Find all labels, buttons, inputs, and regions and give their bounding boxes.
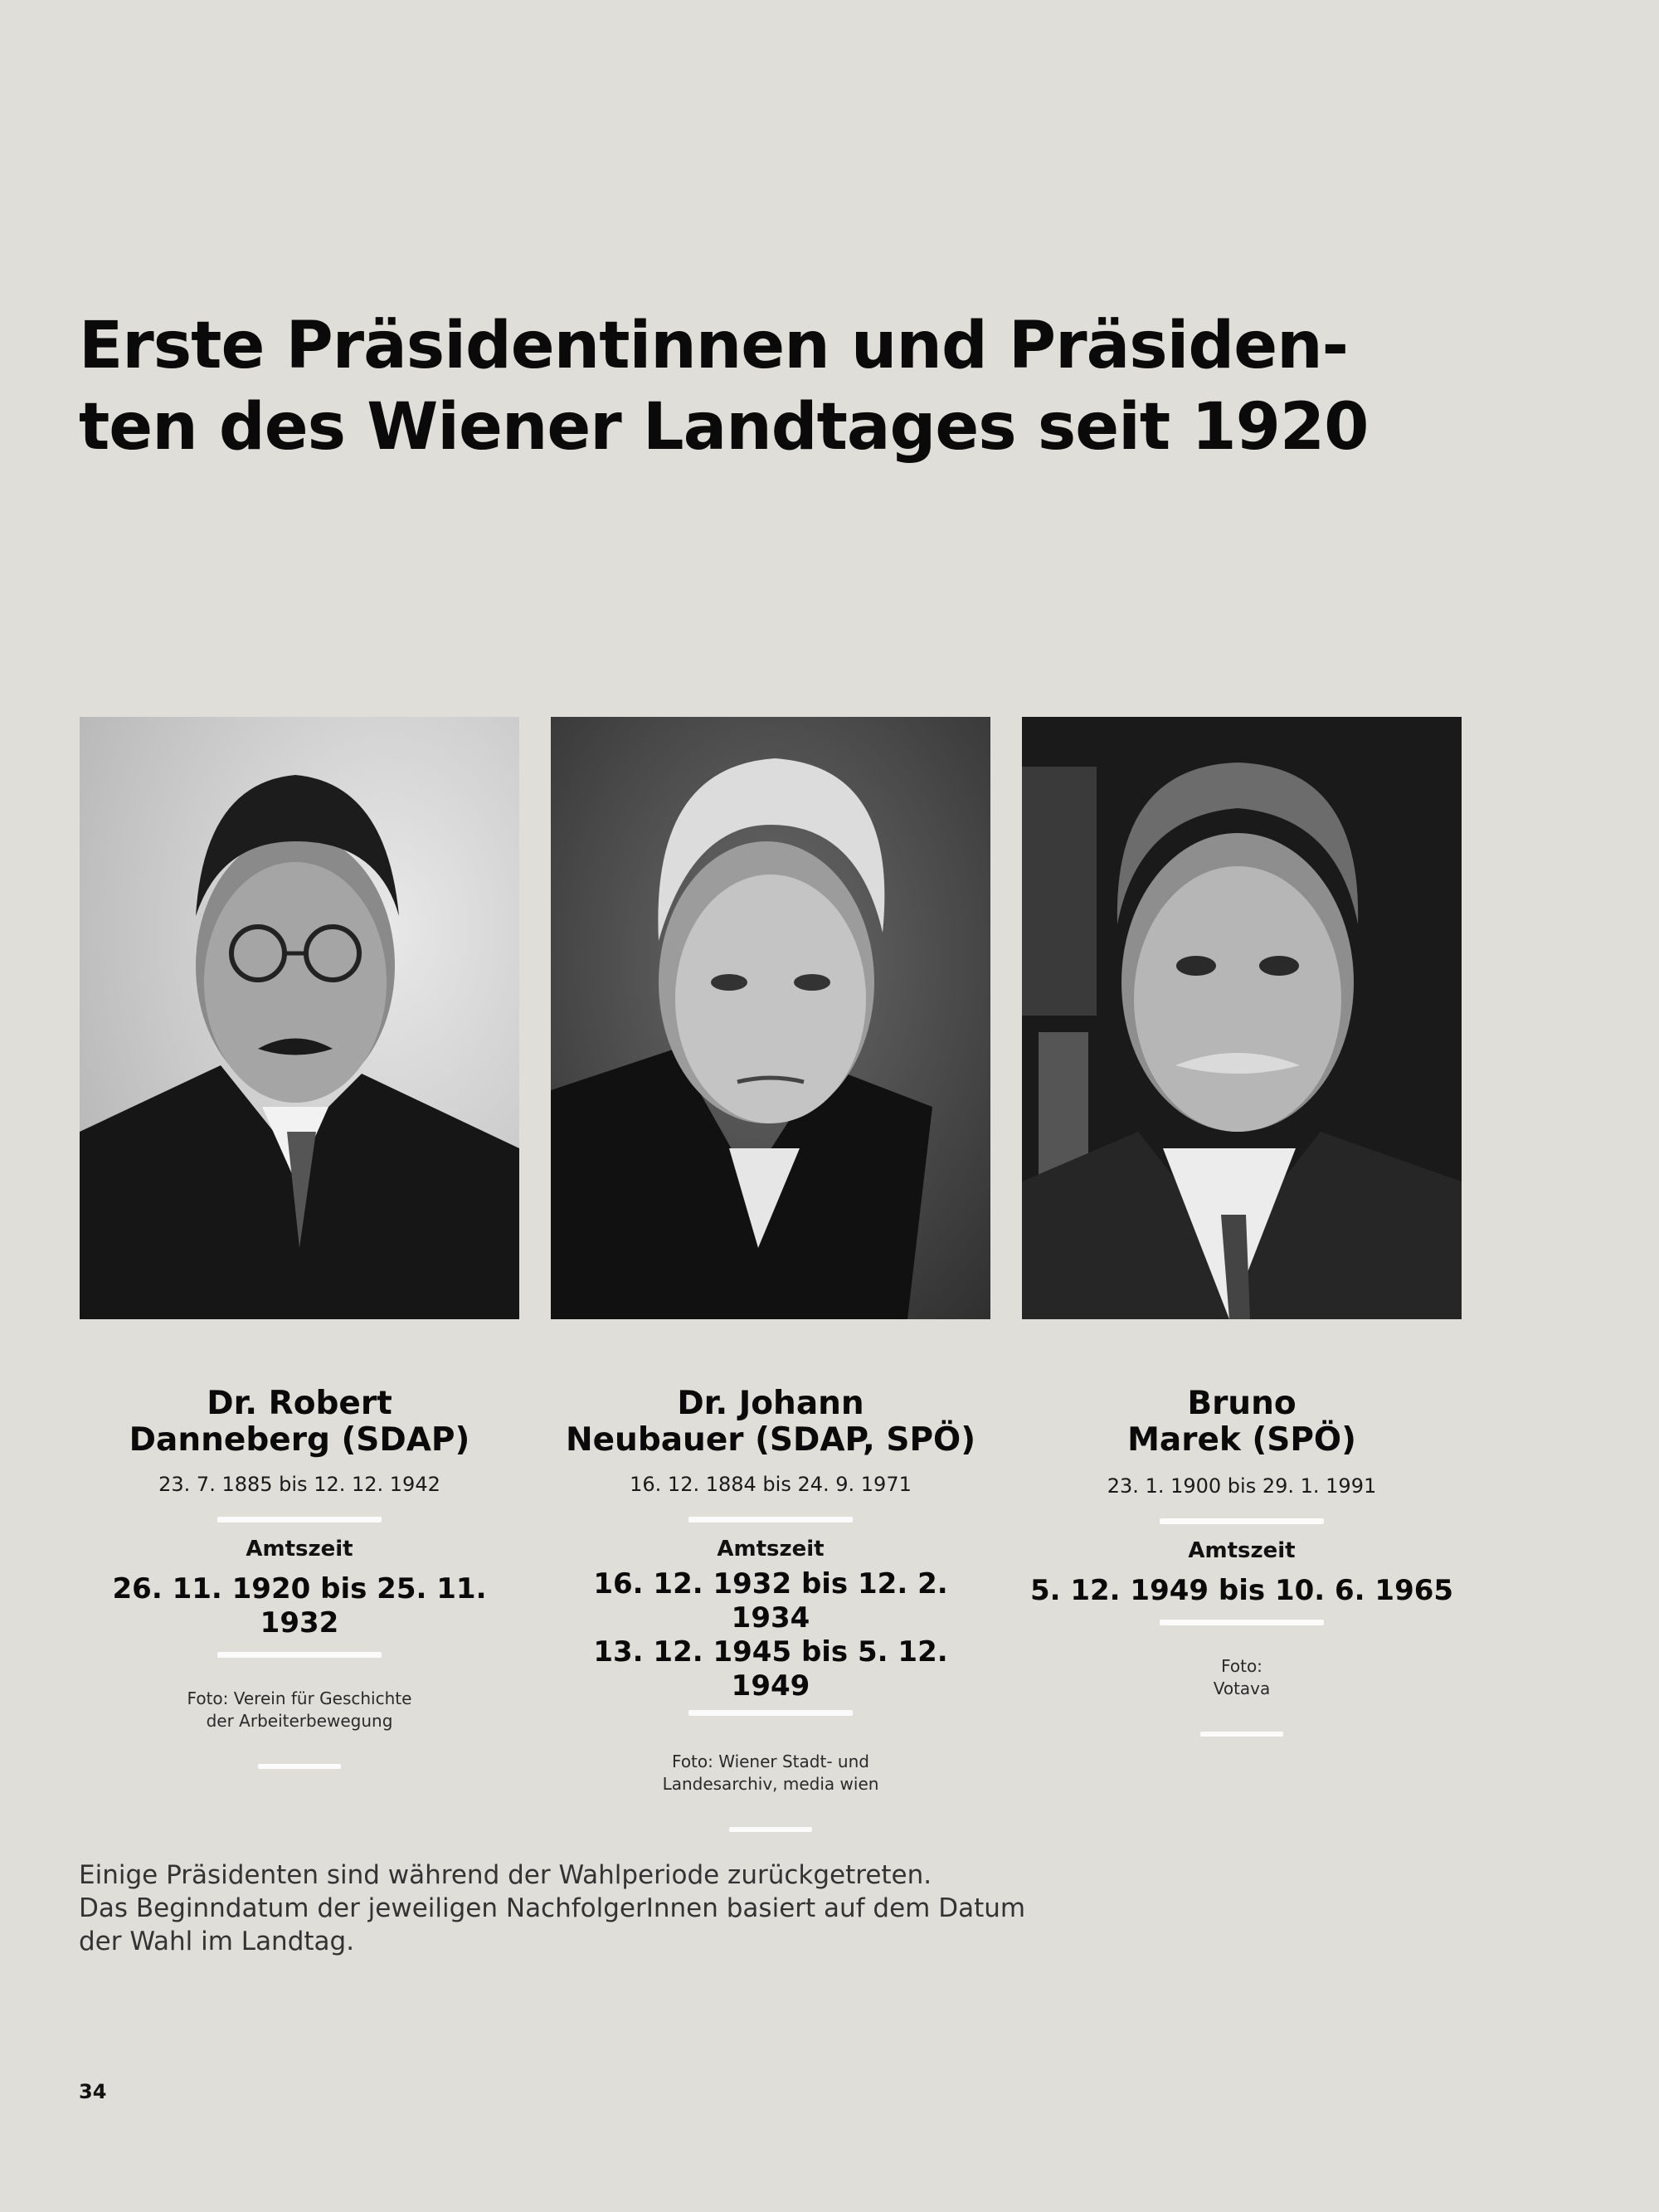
divider bbox=[729, 1827, 812, 1832]
term-label: Amtszeit bbox=[246, 1537, 353, 1562]
life-dates: 23. 1. 1900 bis 29. 1. 1991 bbox=[1107, 1474, 1377, 1498]
president-card-danneberg bbox=[80, 717, 519, 1769]
term-dates: 5. 12. 1949 bis 10. 6. 1965 bbox=[1029, 1574, 1454, 1607]
term-dates: 16. 12. 1932 bis 12. 2. 1934 13. 12. 1945 bis 5. 12. 1949 bbox=[593, 1567, 948, 1703]
page-title bbox=[79, 305, 1369, 468]
divider bbox=[217, 1652, 382, 1658]
president-card-neubauer bbox=[551, 717, 990, 1832]
photo-credit: Foto: Votava bbox=[1213, 1656, 1271, 1698]
president-name: Bruno Marek (SPÖ) bbox=[1127, 1385, 1356, 1459]
term-label: Amtszeit bbox=[717, 1537, 825, 1562]
term-label: Amtszeit bbox=[1188, 1538, 1296, 1563]
page-title-line-1: Erste Präsidentinnen und Präsiden- bbox=[79, 309, 1348, 383]
photo-credit: Foto: Verein für Geschichte der Arbeiterbewegung bbox=[187, 1688, 412, 1731]
divider bbox=[1160, 1620, 1324, 1625]
divider bbox=[688, 1710, 853, 1716]
president-card-marek bbox=[1022, 717, 1462, 1737]
life-dates: 16. 12. 1884 bis 24. 9. 1971 bbox=[630, 1473, 912, 1496]
president-name: Dr. Johann Neubauer (SDAP, SPÖ) bbox=[565, 1385, 976, 1459]
divider bbox=[1200, 1732, 1283, 1737]
divider bbox=[1160, 1518, 1324, 1524]
portrait-photo-neubauer bbox=[551, 717, 990, 1319]
divider bbox=[688, 1517, 853, 1523]
portrait-photo-danneberg bbox=[80, 717, 519, 1319]
portrait-photo-marek bbox=[1022, 717, 1462, 1319]
page-number: 34 bbox=[79, 2080, 107, 2103]
divider bbox=[258, 1764, 341, 1769]
life-dates: 23. 7. 1885 bis 12. 12. 1942 bbox=[158, 1473, 440, 1496]
divider bbox=[217, 1517, 382, 1523]
page-title-line-2: ten des Wiener Landtages seit 1920 bbox=[79, 390, 1369, 465]
footnote: Einige Präsidenten sind während der Wahlperiode zurückgetreten. Das Beginndatum der jeweiligen NachfolgerInnen basiert auf dem Datum der Wahl im Landtag. bbox=[79, 1860, 1026, 1956]
term-dates: 26. 11. 1920 bis 25. 11. 1932 bbox=[112, 1572, 487, 1640]
photo-credit: Foto: Wiener Stadt- und Landesarchiv, media wien bbox=[662, 1752, 879, 1794]
president-name: Dr. Robert Danneberg (SDAP) bbox=[129, 1385, 470, 1459]
